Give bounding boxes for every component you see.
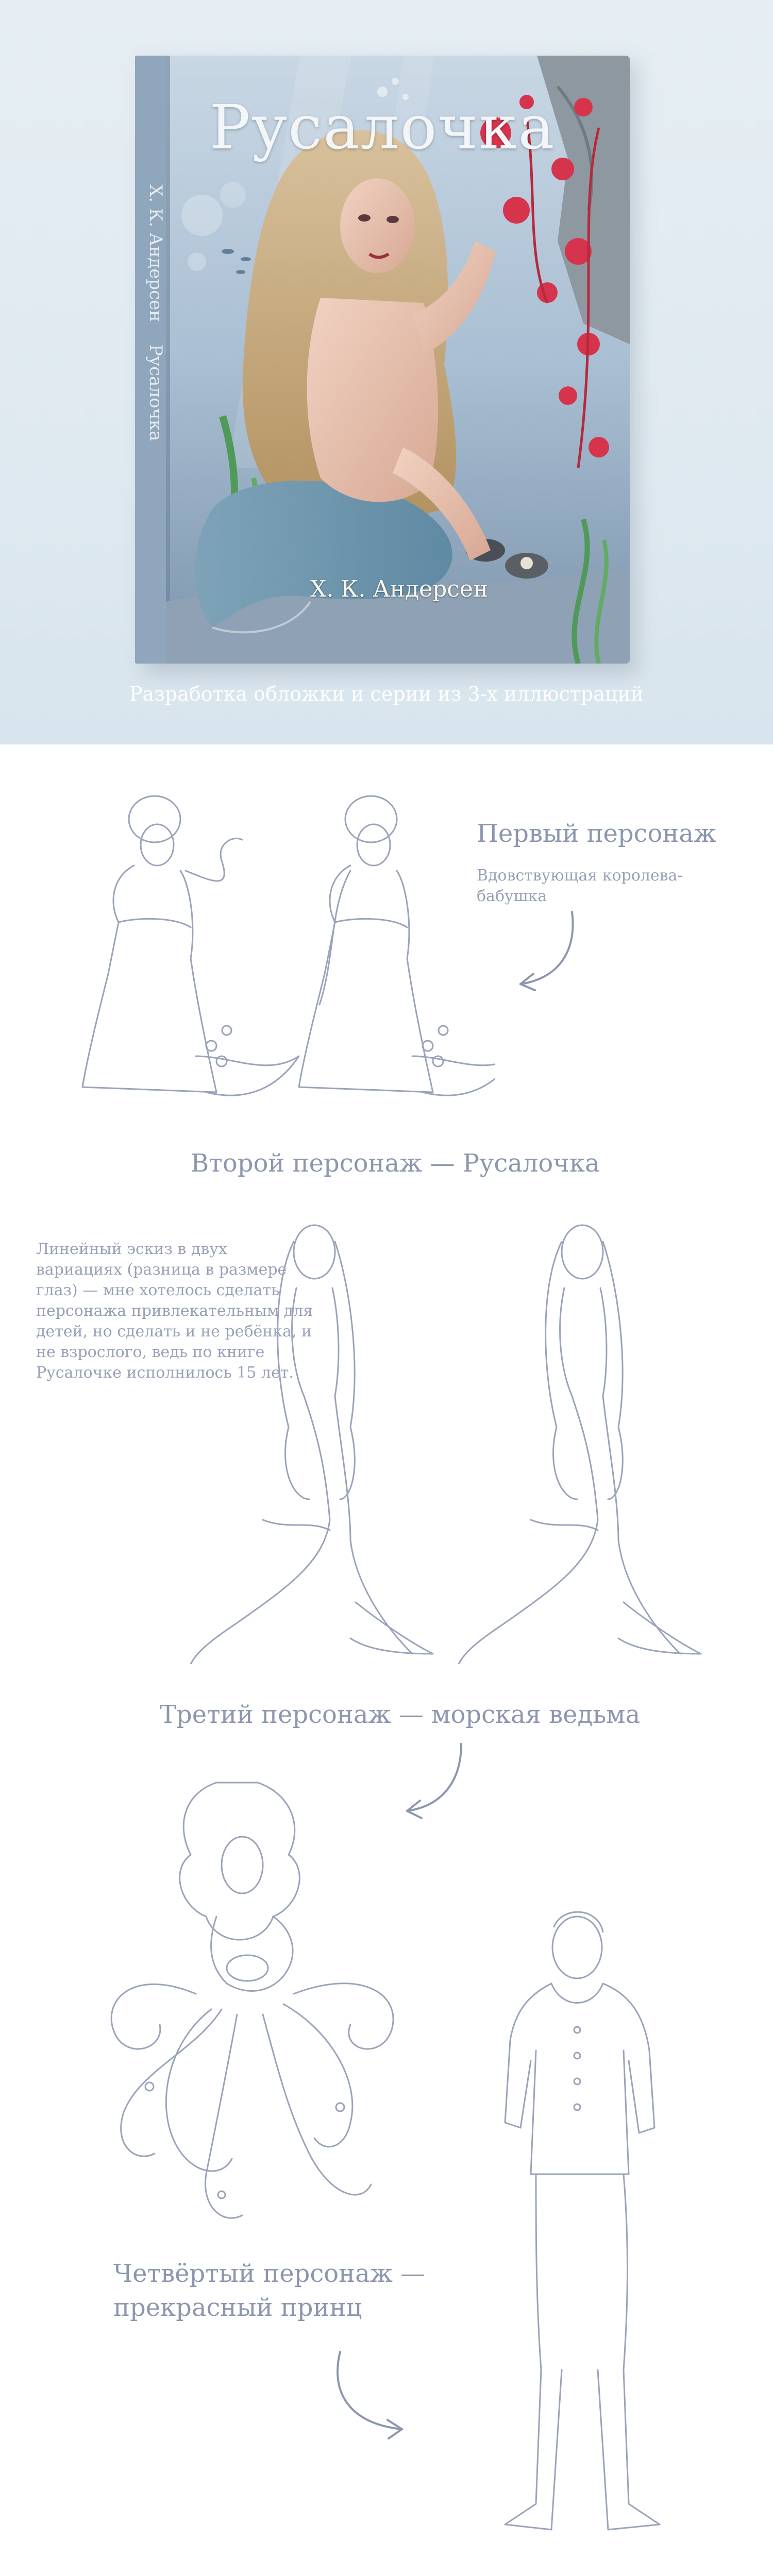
spine-author: Х. К. Андерсен bbox=[145, 184, 166, 322]
book-spine-text bbox=[140, 184, 166, 504]
hero-caption: Разработка обложки и серии из 3-х иллюстраций bbox=[129, 683, 644, 705]
fourth-character-title: Четвёртый персонаж — прекрасный принц bbox=[113, 2259, 426, 2322]
queen-grandmother-sketches bbox=[62, 788, 495, 1108]
second-character-title: Второй персонаж — Русалочка bbox=[191, 1149, 600, 1178]
fourth-arrow-icon bbox=[330, 2347, 417, 2445]
mermaid-sketch-1 bbox=[191, 1225, 433, 1664]
third-character-title: Третий персонаж — морская ведьма bbox=[160, 1700, 641, 1729]
second-character-description: Линейный эскиз в двух вариациях (разница в размере глаз) — мне хотелось сделать персонажа привлекательным для детей, но сделать и не ребёнка, и не взрослого, ведь по книге Русалочке исполнилось 15 лет. bbox=[36, 1240, 313, 1382]
queen-sketch-1 bbox=[82, 796, 299, 1095]
book-author: Х. К. Андерсен bbox=[310, 576, 489, 602]
mermaid-sketch-2 bbox=[459, 1225, 701, 1664]
spine-title: Русалочка bbox=[145, 344, 166, 442]
queen-sketch-2 bbox=[299, 796, 495, 1095]
prince-sketch bbox=[474, 1906, 691, 2550]
first-character-title: Первый персонаж bbox=[477, 819, 717, 848]
first-arrow-icon bbox=[510, 907, 587, 994]
mermaid-sketches bbox=[186, 1211, 742, 1664]
sea-witch-sketch bbox=[93, 1752, 474, 2236]
book-cover bbox=[135, 56, 630, 664]
hero-section bbox=[0, 0, 773, 744]
first-character-description: Вдовствующая королева- бабушка bbox=[477, 867, 683, 905]
book-title: Русалочка bbox=[209, 92, 556, 163]
